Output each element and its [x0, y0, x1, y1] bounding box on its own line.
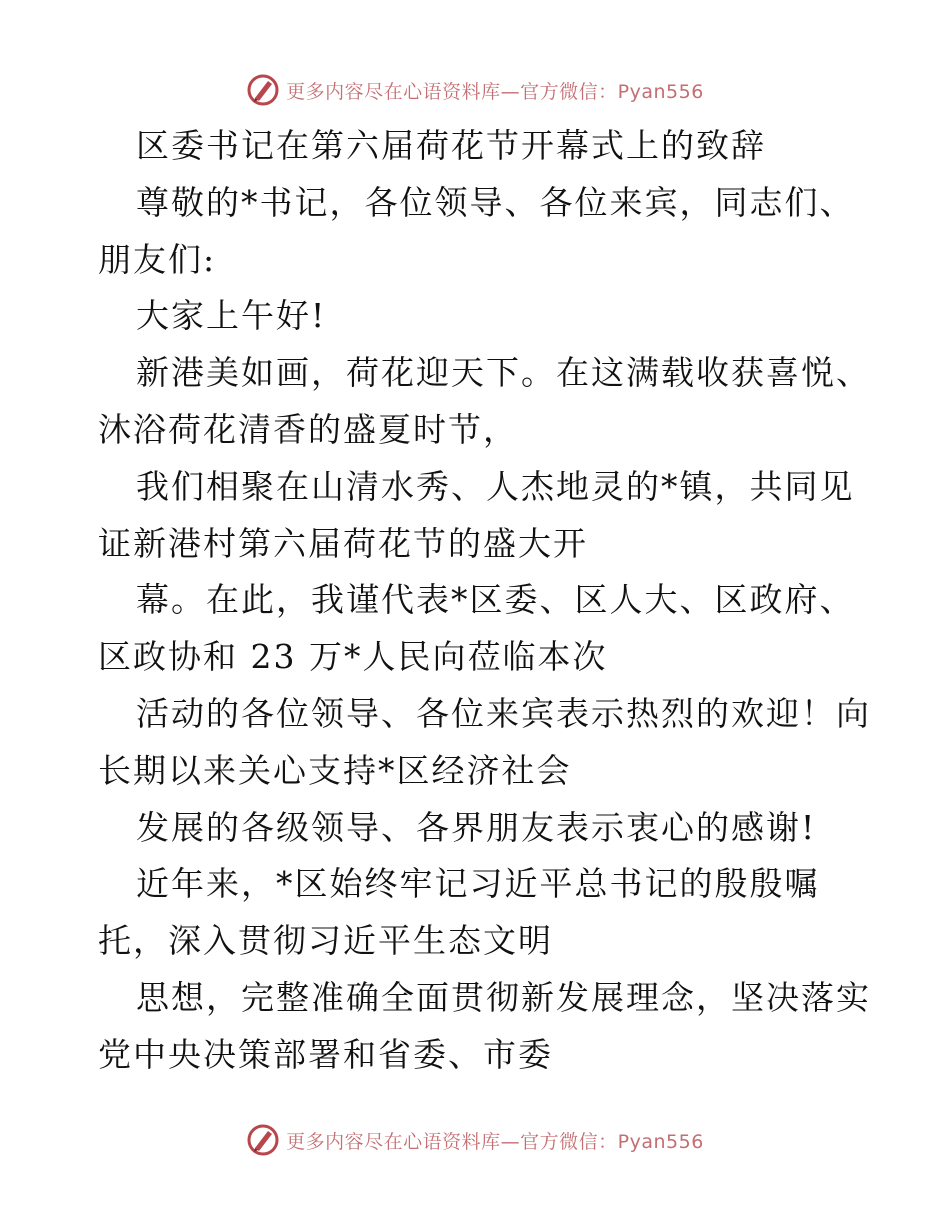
header-watermark [0, 70, 950, 110]
paragraph-line: 党中央决策部署和省委、市委 [98, 1034, 553, 1074]
pen-circle-logo-icon [246, 1123, 280, 1157]
document-title: 区委书记在第六届荷花节开幕式上的致辞 [136, 126, 766, 165]
paragraph-line: 我们相聚在山清水秀、人杰地灵的*镇，共同见 [136, 466, 855, 506]
paragraph-line: 长期以来关心支持*区经济社会 [98, 750, 572, 790]
paragraph-line: 证新港村第六届荷花节的盛大开 [98, 523, 588, 563]
paragraph-line: 发展的各级领导、各界朋友表示衷心的感谢! [136, 807, 817, 847]
paragraph-line: 思想，完整准确全面贯彻新发展理念，坚决落实 [136, 977, 871, 1017]
paragraph-line: 新港美如画，荷花迎天下。在这满载收获喜悦、 [136, 353, 871, 393]
paragraph-line: 活动的各位领导、各位来宾表示热烈的欢迎！向 [136, 693, 871, 733]
paragraph-line: 幕。在此，我谨代表*区委、区人大、区政府、 [136, 580, 855, 620]
paragraph-line: 大家上午好! [136, 296, 327, 336]
watermark-text: 更多内容尽在心语资料库—官方微信：Pyan556 [286, 80, 704, 103]
pen-circle-logo-icon [246, 73, 280, 107]
paragraph-line: 近年来，*区始终牢记习近平总书记的殷殷嘱 [136, 864, 820, 904]
paragraph-line: 区政协和 23 万*人民向莅临本次 [98, 637, 608, 677]
watermark-text: 更多内容尽在心语资料库—官方微信：Pyan556 [286, 1130, 704, 1153]
paragraph-line: 朋友们: [98, 239, 217, 279]
paragraph-line: 托，深入贯彻习近平生态文明 [98, 921, 553, 961]
paragraph-line: 尊敬的*书记，各位领导、各位来宾，同志们、 [136, 182, 855, 222]
paragraph-line: 沐浴荷花清香的盛夏时节， [98, 409, 518, 449]
document-body [98, 118, 871, 1084]
footer-watermark [0, 1120, 950, 1160]
